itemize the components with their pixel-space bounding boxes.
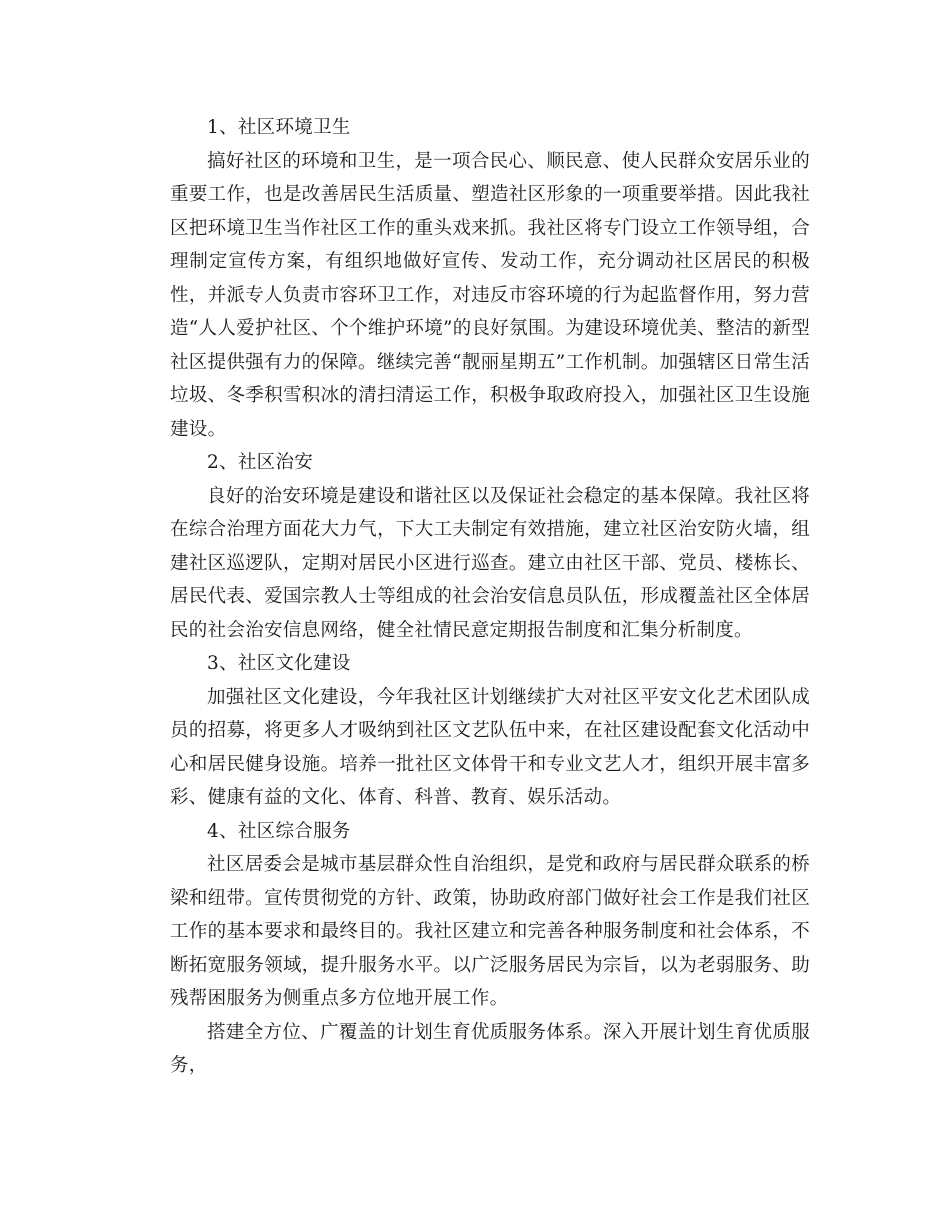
section-paragraph: 社区居委会是城市基层群众性自治组织，是党和政府与居民群众联系的桥梁和纽带。宣传贯彻党的方针、政策，协助政府部门做好社会工作是我们社区工作的基本要求和最终目的。我社区建立和完善各种服务制度和社会体系，不断拓宽服务领域，提升服务水平。以广泛服务居民为宗旨，以为老弱服务、助残帮困服务为侧重点多方位地开展工作。 [170, 854, 810, 1009]
section-heading: 4、社区综合服务 [207, 820, 351, 842]
section-environment [170, 111, 810, 446]
section-heading: 2、社区治安 [207, 452, 314, 473]
section-paragraph: 搭建全方位、广覆盖的计划生育优质服务体系。深入开展计划生育优质服务， [170, 1021, 810, 1076]
section-paragraph: 搞好社区的环境和卫生，是一项合民心、顺民意、使人民群众安居乐业的重要工作，也是改善居民生活质量、塑造社区形象的一项重要举措。因此我社区把环境卫生当作社区工作的重头戏来抓。我社区将专门设立工作领导组，合理制定宣传方案，有组织地做好宣传、发动工作，充分调动社区居民的积极性，并派专人负责市容环卫工作，对违反市容环境的行为起监督作用，努力营造“人人爱护社区、个个维护环境”的良好氛围。为建设环境优美、整洁的新型社区提供强有力的保障。继续完善“靓丽星期五”工作机制。加强辖区日常生活垃圾、冬季积雪积冰的清扫清运工作，积极争取政府投入，加强社区卫生设施建设。 [170, 150, 810, 440]
section-paragraph: 良好的治安环境是建设和谐社区以及保证社会稳定的基本保障。我社区将在综合治理方面花大力气，下大工夫制定有效措施，建立社区治安防火墙，组建社区巡逻队，定期对居民小区进行巡查。建立由社区干部、党员、楼栋长、居民代表、爱国宗教人士等组成的社会治安信息员队伍，形成覆盖社区全体居民的社会治安信息网络，健全社情民意定期报告制度和汇集分析制度。 [170, 485, 810, 641]
section-services [170, 815, 810, 1083]
document-page [170, 111, 810, 1083]
section-paragraph: 加强社区文化建设，今年我社区计划继续扩大对社区平安文化艺术团队成员的招募，将更多人才吸纳到社区文艺队伍中来，在社区建设配套文化活动中心和居民健身设施。培养一批社区文体骨干和专业文艺人才，组织开展丰富多彩、健康有益的文化、体育、科普、教育、娱乐活动。 [170, 686, 810, 808]
section-heading: 3、社区文化建设 [207, 653, 351, 674]
section-culture [170, 647, 810, 815]
section-security [170, 446, 810, 647]
section-heading: 1、社区环境卫生 [207, 117, 351, 138]
